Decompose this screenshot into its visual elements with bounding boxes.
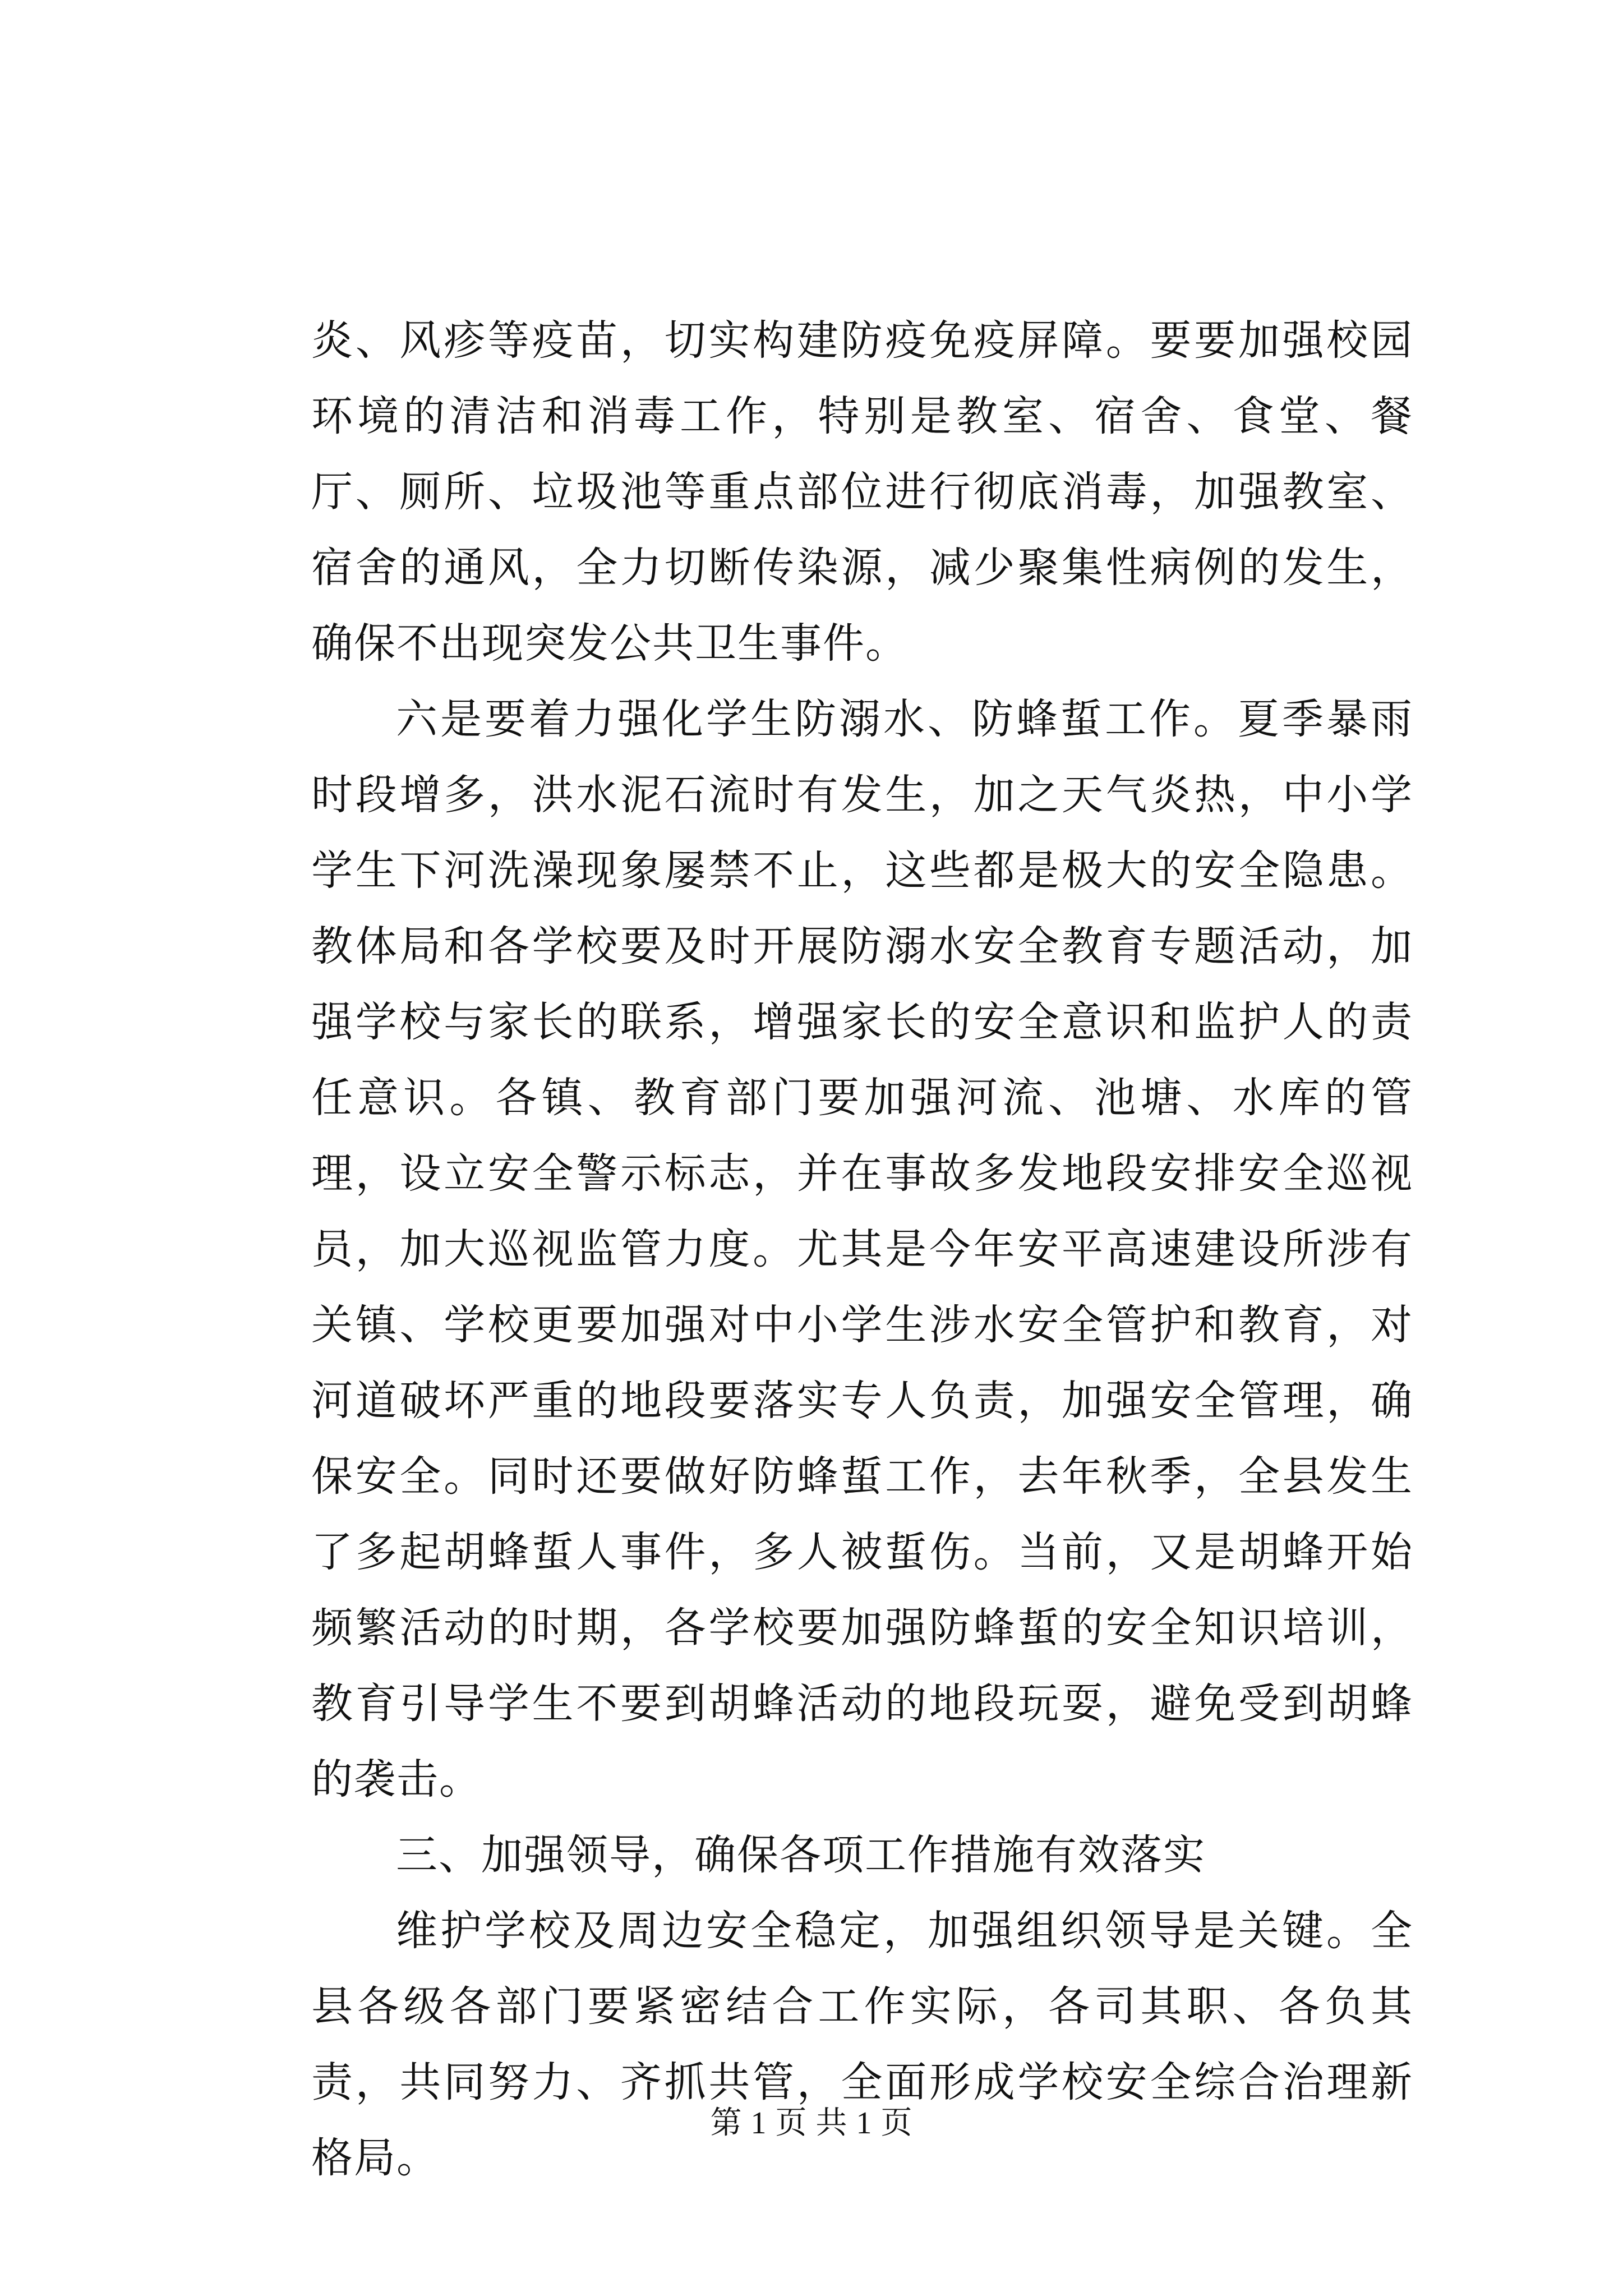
document-body [311,303,1413,2196]
page-number-footer: 第 1 页 共 1 页 [710,2106,913,2141]
paragraph-leadership: 维护学校及周边安全稳定，加强组织领导是关键。全县各级各部门要紧密结合工作实际，各司其职、各负其责，共同努力、齐抓共管，全面形成学校安全综合治理新格局。 [311,1907,1413,2182]
section-heading-leadership: 三、加强领导，确保各项工作措施有效落实 [396,1831,1206,1879]
paragraph-drowning-bee-safety: 六是要着力强化学生防溺水、防蜂蜇工作。夏季暴雨时段增多，洪水泥石流时有发生，加之天气炎热，中小学学生下河洗澡现象屡禁不止，这些都是极大的安全隐患。教体局和各学校要及时开展防溺水安全教育专题活动，加强学校与家长的联系，增强家长的安全意识和监护人的责任意识。各镇、教育部门要加强河流、池塘、水库的管理，设立安全警示标志，并在事故多发地段安排安全巡视员，加大巡视监管力度。尤其是今年安平高速建设所涉有关镇、学校更要加强对中小学生涉水安全管护和教育，对河道破坏严重的地段要落实专人负责，加强安全管理，确保安全。同时还要做好防蜂蜇工作，去年秋季，全县发生了多起胡蜂蜇人事件，多人被蜇伤。当前，又是胡蜂开始频繁活动的时期，各学校要加强防蜂蜇的安全知识培训，教育引导学生不要到胡蜂活动的地段玩耍，避免受到胡蜂的袭击。 [311,695,1413,1803]
paragraph-vaccine-hygiene: 炎、风疹等疫苗，切实构建防疫免疫屏障。要要加强校园环境的清洁和消毒工作，特别是教室、宿舍、食堂、餐厅、厕所、垃圾池等重点部位进行彻底消毒，加强教室、宿舍的通风，全力切断传染源，减少聚集性病例的发生，确保不出现突发公共卫生事件。 [311,316,1413,668]
